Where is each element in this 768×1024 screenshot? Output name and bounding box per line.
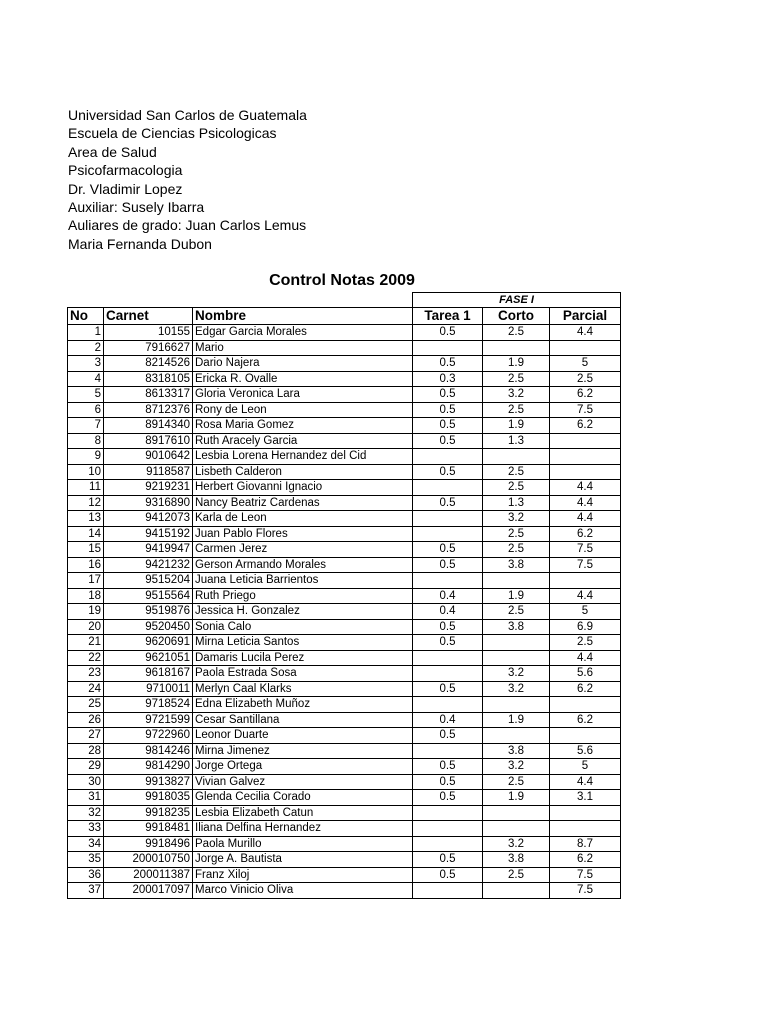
- table-row: [68, 464, 621, 480]
- row-number: 4: [68, 371, 104, 387]
- parcial-cell: 6.2: [550, 387, 621, 403]
- parcial-cell: 6.2: [550, 418, 621, 434]
- name-cell: Ruth Aracely Garcia: [193, 433, 413, 449]
- corto-cell: 3.2: [483, 681, 550, 697]
- tarea-cell: 0.5: [413, 325, 483, 341]
- corto-cell: 2.5: [483, 325, 550, 341]
- name-cell: Merlyn Caal Klarks: [193, 681, 413, 697]
- row-number: 28: [68, 743, 104, 759]
- name-cell: Gerson Armando Morales: [193, 557, 413, 573]
- corto-cell: [483, 340, 550, 356]
- header-line: Escuela de Ciencias Psicologicas: [68, 125, 277, 142]
- tarea-cell: 0.4: [413, 588, 483, 604]
- table-row: [68, 697, 621, 713]
- corto-cell: [483, 883, 550, 899]
- parcial-cell: 2.5: [550, 371, 621, 387]
- parcial-cell: 4.4: [550, 588, 621, 604]
- row-number: 14: [68, 526, 104, 542]
- table-row: [68, 712, 621, 728]
- corto-cell: [483, 805, 550, 821]
- parcial-cell: 5: [550, 604, 621, 620]
- row-number: 12: [68, 495, 104, 511]
- corto-cell: [483, 821, 550, 837]
- corto-cell: 2.5: [483, 480, 550, 496]
- name-cell: Damaris Lucila Perez: [193, 650, 413, 666]
- carnet-cell: 9814290: [104, 759, 193, 775]
- carnet-cell: 9316890: [104, 495, 193, 511]
- table-row: [68, 604, 621, 620]
- table-row: [68, 449, 621, 465]
- row-number: 22: [68, 650, 104, 666]
- parcial-cell: 2.5: [550, 635, 621, 651]
- carnet-cell: 8318105: [104, 371, 193, 387]
- row-number: 27: [68, 728, 104, 744]
- row-number: 18: [68, 588, 104, 604]
- name-cell: Lesbia Lorena Hernandez del Cid: [193, 449, 413, 465]
- name-cell: Karla de Leon: [193, 511, 413, 527]
- table-row: [68, 619, 621, 635]
- carnet-cell: 9721599: [104, 712, 193, 728]
- corto-cell: 3.2: [483, 511, 550, 527]
- carnet-cell: 9415192: [104, 526, 193, 542]
- row-number: 31: [68, 790, 104, 806]
- carnet-cell: 9520450: [104, 619, 193, 635]
- parcial-cell: 5: [550, 356, 621, 372]
- row-number: 34: [68, 836, 104, 852]
- name-cell: Lisbeth Calderon: [193, 464, 413, 480]
- tarea-cell: 0.5: [413, 774, 483, 790]
- row-number: 23: [68, 666, 104, 682]
- name-cell: Jessica H. Gonzalez: [193, 604, 413, 620]
- table-row: [68, 852, 621, 868]
- tarea-cell: 0.4: [413, 604, 483, 620]
- name-cell: Leonor Duarte: [193, 728, 413, 744]
- carnet-cell: 9620691: [104, 635, 193, 651]
- table-row: [68, 480, 621, 496]
- table-row: [68, 681, 621, 697]
- tarea-cell: 0.5: [413, 759, 483, 775]
- table-row: [68, 790, 621, 806]
- corto-cell: 1.9: [483, 790, 550, 806]
- name-cell: Nancy Beatriz Cardenas: [193, 495, 413, 511]
- parcial-cell: 6.2: [550, 526, 621, 542]
- name-cell: Ruth Priego: [193, 588, 413, 604]
- column-corto: Corto: [483, 308, 550, 325]
- carnet-cell: 9918496: [104, 836, 193, 852]
- parcial-cell: [550, 573, 621, 589]
- tarea-cell: 0.5: [413, 402, 483, 418]
- carnet-cell: 9710011: [104, 681, 193, 697]
- table-row: [68, 526, 621, 542]
- row-number: 2: [68, 340, 104, 356]
- name-cell: Cesar Santillana: [193, 712, 413, 728]
- corto-cell: 3.8: [483, 852, 550, 868]
- parcial-cell: 8.7: [550, 836, 621, 852]
- column-parcial: Parcial: [550, 308, 621, 325]
- parcial-cell: 6.9: [550, 619, 621, 635]
- parcial-cell: 4.4: [550, 650, 621, 666]
- name-cell: Juana Leticia Barrientos: [193, 573, 413, 589]
- name-cell: Jorge A. Bautista: [193, 852, 413, 868]
- tarea-cell: 0.5: [413, 356, 483, 372]
- carnet-cell: 200011387: [104, 867, 193, 883]
- header-line: Area de Salud: [68, 143, 157, 160]
- tarea-cell: [413, 573, 483, 589]
- tarea-cell: 0.5: [413, 790, 483, 806]
- name-cell: Dario Najera: [193, 356, 413, 372]
- tarea-cell: [413, 805, 483, 821]
- parcial-cell: [550, 433, 621, 449]
- row-number: 30: [68, 774, 104, 790]
- corto-cell: [483, 449, 550, 465]
- carnet-cell: 8613317: [104, 387, 193, 403]
- tarea-cell: 0.5: [413, 852, 483, 868]
- parcial-cell: 4.4: [550, 774, 621, 790]
- header-line: Dr. Vladimir Lopez: [68, 180, 183, 197]
- carnet-cell: 8214526: [104, 356, 193, 372]
- parcial-cell: [550, 697, 621, 713]
- name-cell: Carmen Jerez: [193, 542, 413, 558]
- table-row: [68, 588, 621, 604]
- corto-cell: 3.2: [483, 759, 550, 775]
- table-row: [68, 340, 621, 356]
- table-row: [68, 356, 621, 372]
- row-number: 29: [68, 759, 104, 775]
- tarea-cell: [413, 449, 483, 465]
- parcial-cell: 7.5: [550, 402, 621, 418]
- carnet-cell: 200017097: [104, 883, 193, 899]
- parcial-cell: 7.5: [550, 883, 621, 899]
- table-row: [68, 402, 621, 418]
- carnet-cell: 8712376: [104, 402, 193, 418]
- table-row: [68, 495, 621, 511]
- table-row: [68, 805, 621, 821]
- corto-cell: 3.8: [483, 557, 550, 573]
- carnet-cell: 9918035: [104, 790, 193, 806]
- tarea-cell: 0.5: [413, 433, 483, 449]
- name-cell: Edgar Garcia Morales: [193, 325, 413, 341]
- row-number: 13: [68, 511, 104, 527]
- name-cell: Rosa Maria Gomez: [193, 418, 413, 434]
- corto-cell: 3.2: [483, 387, 550, 403]
- corto-cell: [483, 635, 550, 651]
- parcial-cell: 4.4: [550, 495, 621, 511]
- corto-cell: 2.5: [483, 542, 550, 558]
- name-cell: Herbert Giovanni Ignacio: [193, 480, 413, 496]
- carnet-cell: 9718524: [104, 697, 193, 713]
- tarea-cell: [413, 526, 483, 542]
- grades-body: [68, 325, 621, 899]
- table-row: [68, 511, 621, 527]
- carnet-cell: 9918481: [104, 821, 193, 837]
- name-cell: Juan Pablo Flores: [193, 526, 413, 542]
- parcial-cell: [550, 464, 621, 480]
- row-number: 24: [68, 681, 104, 697]
- tarea-cell: [413, 883, 483, 899]
- parcial-cell: 6.2: [550, 852, 621, 868]
- row-number: 25: [68, 697, 104, 713]
- carnet-cell: 9419947: [104, 542, 193, 558]
- column-no: No: [68, 308, 104, 325]
- tarea-cell: [413, 697, 483, 713]
- tarea-cell: 0.5: [413, 635, 483, 651]
- header-line: Auxiliar: Susely Ibarra: [68, 199, 205, 216]
- parcial-cell: 6.2: [550, 681, 621, 697]
- corto-cell: 1.3: [483, 433, 550, 449]
- row-number: 37: [68, 883, 104, 899]
- table-row: [68, 728, 621, 744]
- column-nombre: Nombre: [193, 308, 413, 325]
- tarea-cell: 0.5: [413, 619, 483, 635]
- name-cell: Marco Vinicio Oliva: [193, 883, 413, 899]
- tarea-cell: [413, 480, 483, 496]
- name-cell: Glenda Cecilia Corado: [193, 790, 413, 806]
- row-number: 20: [68, 619, 104, 635]
- carnet-cell: 9010642: [104, 449, 193, 465]
- header-line: Maria Fernanda Dubon: [68, 235, 212, 252]
- tarea-cell: 0.4: [413, 712, 483, 728]
- parcial-cell: 5.6: [550, 666, 621, 682]
- table-row: [68, 418, 621, 434]
- name-cell: Iliana Delfina Hernandez: [193, 821, 413, 837]
- name-cell: Mirna Jimenez: [193, 743, 413, 759]
- table-row: [68, 666, 621, 682]
- carnet-cell: 200010750: [104, 852, 193, 868]
- parcial-cell: [550, 805, 621, 821]
- parcial-cell: 4.4: [550, 325, 621, 341]
- table-row: [68, 371, 621, 387]
- corto-cell: 1.3: [483, 495, 550, 511]
- row-number: 16: [68, 557, 104, 573]
- table-row: [68, 867, 621, 883]
- tarea-cell: [413, 340, 483, 356]
- tarea-cell: 0.5: [413, 681, 483, 697]
- name-cell: Rony de Leon: [193, 402, 413, 418]
- row-number: 7: [68, 418, 104, 434]
- row-number: 33: [68, 821, 104, 837]
- name-cell: Ericka R. Ovalle: [193, 371, 413, 387]
- name-cell: Jorge Ortega: [193, 759, 413, 775]
- carnet-cell: 9621051: [104, 650, 193, 666]
- row-number: 1: [68, 325, 104, 341]
- header-line: Psicofarmacologia: [68, 162, 183, 179]
- name-cell: Gloria Veronica Lara: [193, 387, 413, 403]
- row-number: 17: [68, 573, 104, 589]
- row-number: 21: [68, 635, 104, 651]
- column-header-row: [68, 308, 621, 325]
- header-line: Universidad San Carlos de Guatemala: [68, 107, 307, 123]
- table-row: [68, 542, 621, 558]
- name-cell: Edna Elizabeth Muñoz: [193, 697, 413, 713]
- parcial-cell: [550, 340, 621, 356]
- parcial-cell: 5.6: [550, 743, 621, 759]
- corto-cell: [483, 697, 550, 713]
- carnet-cell: 7916627: [104, 340, 193, 356]
- table-row: [68, 759, 621, 775]
- carnet-cell: 9412073: [104, 511, 193, 527]
- tarea-cell: 0.5: [413, 464, 483, 480]
- row-number: 26: [68, 712, 104, 728]
- name-cell: Paola Estrada Sosa: [193, 666, 413, 682]
- carnet-cell: 9421232: [104, 557, 193, 573]
- corto-cell: 2.5: [483, 402, 550, 418]
- row-number: 19: [68, 604, 104, 620]
- row-number: 8: [68, 433, 104, 449]
- row-number: 6: [68, 402, 104, 418]
- tarea-cell: [413, 650, 483, 666]
- table-row: [68, 821, 621, 837]
- parcial-cell: 5: [550, 759, 621, 775]
- name-cell: Franz Xiloj: [193, 867, 413, 883]
- table-row: [68, 325, 621, 341]
- corto-cell: [483, 573, 550, 589]
- row-number: 15: [68, 542, 104, 558]
- tarea-cell: [413, 836, 483, 852]
- parcial-cell: [550, 821, 621, 837]
- table-row: [68, 635, 621, 651]
- corto-cell: 3.8: [483, 619, 550, 635]
- parcial-cell: 4.4: [550, 511, 621, 527]
- row-number: 5: [68, 387, 104, 403]
- parcial-cell: 6.2: [550, 712, 621, 728]
- table-row: [68, 387, 621, 403]
- grades-table: [67, 292, 621, 899]
- carnet-cell: 9519876: [104, 604, 193, 620]
- page-title: Control Notas 2009: [269, 272, 415, 289]
- phase-label: FASE I: [413, 293, 621, 308]
- corto-cell: [483, 728, 550, 744]
- carnet-cell: 9918235: [104, 805, 193, 821]
- corto-cell: 2.5: [483, 526, 550, 542]
- tarea-cell: [413, 511, 483, 527]
- table-row: [68, 557, 621, 573]
- carnet-cell: 8917610: [104, 433, 193, 449]
- parcial-cell: 7.5: [550, 557, 621, 573]
- row-number: 32: [68, 805, 104, 821]
- parcial-cell: 3.1: [550, 790, 621, 806]
- table-row: [68, 650, 621, 666]
- name-cell: Paola Murillo: [193, 836, 413, 852]
- tarea-cell: 0.5: [413, 387, 483, 403]
- tarea-cell: [413, 821, 483, 837]
- row-number: 35: [68, 852, 104, 868]
- table-row: [68, 883, 621, 899]
- carnet-cell: 9515204: [104, 573, 193, 589]
- carnet-cell: 9722960: [104, 728, 193, 744]
- tarea-cell: [413, 666, 483, 682]
- corto-cell: 2.5: [483, 464, 550, 480]
- corto-cell: 2.5: [483, 774, 550, 790]
- corto-cell: 1.9: [483, 356, 550, 372]
- table-row: [68, 836, 621, 852]
- corto-cell: 3.8: [483, 743, 550, 759]
- corto-cell: 2.5: [483, 604, 550, 620]
- column-tarea-1: Tarea 1: [413, 308, 483, 325]
- corto-cell: 1.9: [483, 712, 550, 728]
- tarea-cell: [413, 743, 483, 759]
- name-cell: Vivian Galvez: [193, 774, 413, 790]
- row-number: 10: [68, 464, 104, 480]
- tarea-cell: 0.5: [413, 867, 483, 883]
- corto-cell: 2.5: [483, 867, 550, 883]
- parcial-cell: [550, 728, 621, 744]
- carnet-cell: 9118587: [104, 464, 193, 480]
- header-line: Auliares de grado: Juan Carlos Lemus: [68, 217, 307, 234]
- carnet-cell: 9913827: [104, 774, 193, 790]
- name-cell: Mirna Leticia Santos: [193, 635, 413, 651]
- corto-cell: [483, 650, 550, 666]
- tarea-cell: 0.5: [413, 495, 483, 511]
- tarea-cell: 0.5: [413, 557, 483, 573]
- parcial-cell: 7.5: [550, 542, 621, 558]
- carnet-cell: 9515564: [104, 588, 193, 604]
- name-cell: Mario: [193, 340, 413, 356]
- corto-cell: 1.9: [483, 418, 550, 434]
- row-number: 3: [68, 356, 104, 372]
- row-number: 11: [68, 480, 104, 496]
- carnet-cell: 8914340: [104, 418, 193, 434]
- table-row: [68, 433, 621, 449]
- carnet-cell: 9814246: [104, 743, 193, 759]
- document-header: [68, 106, 307, 253]
- name-cell: Lesbia Elizabeth Catun: [193, 805, 413, 821]
- column-carnet: Carnet: [104, 308, 193, 325]
- corto-cell: 3.2: [483, 836, 550, 852]
- table-row: [68, 774, 621, 790]
- parcial-cell: [550, 449, 621, 465]
- row-number: 9: [68, 449, 104, 465]
- corto-cell: 3.2: [483, 666, 550, 682]
- corto-cell: 2.5: [483, 371, 550, 387]
- tarea-cell: 0.5: [413, 542, 483, 558]
- carnet-cell: 9219231: [104, 480, 193, 496]
- carnet-cell: 10155: [104, 325, 193, 341]
- row-number: 36: [68, 867, 104, 883]
- tarea-cell: 0.5: [413, 728, 483, 744]
- parcial-cell: 7.5: [550, 867, 621, 883]
- tarea-cell: 0.5: [413, 418, 483, 434]
- parcial-cell: 4.4: [550, 480, 621, 496]
- carnet-cell: 9618167: [104, 666, 193, 682]
- name-cell: Sonia Calo: [193, 619, 413, 635]
- phase-row: [68, 293, 621, 308]
- corto-cell: 1.9: [483, 588, 550, 604]
- table-row: [68, 573, 621, 589]
- table-row: [68, 743, 621, 759]
- tarea-cell: 0.3: [413, 371, 483, 387]
